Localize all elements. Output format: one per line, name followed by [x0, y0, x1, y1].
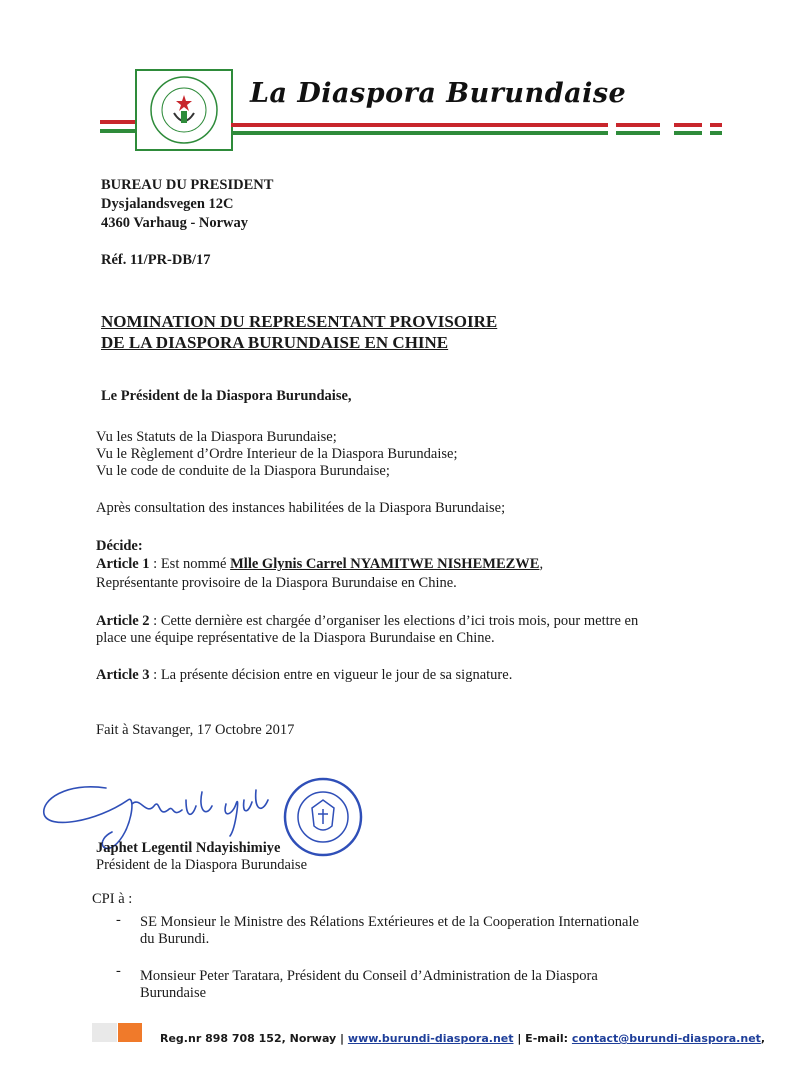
footer-end: ,	[760, 1032, 766, 1045]
sender-street: Dysjalandsvegen 12C	[101, 196, 234, 212]
footer-contact	[160, 1030, 765, 1047]
footer-orange-block	[118, 1023, 142, 1042]
footer-registration: Reg.nr 898 708 152, Norway |	[160, 1032, 348, 1045]
cc-heading: CPI à :	[92, 891, 133, 907]
logo-seal-icon	[137, 71, 231, 149]
consultation-line: Après consultation des instances habilitées de la Diaspora Burundaise;	[96, 500, 506, 516]
article-2	[96, 613, 638, 630]
article-3-text: : La présente décision entre en vigueur le jour de sa signature.	[149, 667, 513, 683]
considerant-code: Vu le code de conduite de la Diaspora Burundaise;	[96, 463, 390, 479]
article-1-comma: ,	[539, 556, 544, 572]
decide-heading: Décide:	[96, 538, 143, 554]
article-1	[96, 556, 543, 573]
cc-recipient-2-line2: Burundaise	[140, 985, 207, 1001]
cc-bullet: -	[116, 963, 121, 979]
article-2-text: : Cette dernière est chargée d’organiser les elections d’ici trois mois, pour mettre en	[149, 613, 639, 629]
cc-bullet: -	[116, 912, 121, 928]
opening-line: Le Président de la Diaspora Burundaise,	[101, 388, 352, 404]
article-1-line2: Représentante provisoire de la Diaspora Burundaise en Chine.	[96, 575, 457, 591]
article-1-text: : Est nommé	[149, 556, 231, 572]
organization-logo	[135, 69, 233, 151]
article-1-label: Article 1	[96, 556, 150, 572]
footer-email-link[interactable]: contact@burundi-diaspora.net	[571, 1032, 761, 1045]
cc-recipient-1-line1: SE Monsieur le Ministre des Rélations Extérieures et de la Cooperation Internationale	[140, 914, 639, 930]
footer-website-link[interactable]: www.burundi-diaspora.net	[347, 1032, 514, 1045]
signatory-title: Président de la Diaspora Burundaise	[96, 857, 308, 873]
sender-city: 4360 Varhaug - Norway	[101, 215, 249, 231]
organization-name: La Diaspora Burundaise	[250, 78, 627, 109]
official-stamp-icon	[282, 776, 364, 858]
appointee-name: Mlle Glynis Carrel NYAMITWE NISHEMEZWE	[230, 556, 540, 572]
document-title-line2: DE LA DIASPORA BURUNDAISE EN CHINE	[101, 333, 449, 352]
footer-email-label: | E-mail:	[513, 1032, 572, 1045]
cc-recipient-1-line2: du Burundi.	[140, 931, 210, 947]
considerant-statuts: Vu les Statuts de la Diaspora Burundaise;	[96, 429, 337, 445]
cc-recipient-2-line1: Monsieur Peter Taratara, Président du Conseil d’Administration de la Diaspora	[140, 968, 598, 984]
sender-office: BUREAU DU PRESIDENT	[101, 177, 274, 193]
considerant-reglement: Vu le Règlement d’Ordre Interieur de la Diaspora Burundaise;	[96, 446, 458, 462]
document-title-line1: NOMINATION DU REPRESENTANT PROVISOIRE	[101, 312, 498, 331]
article-3-label: Article 3	[96, 667, 150, 683]
article-2-label: Article 2	[96, 613, 150, 629]
signatory-name: Japhet Legentil Ndayishimiye	[96, 840, 281, 856]
article-3	[96, 667, 512, 684]
place-and-date: Fait à Stavanger, 17 Octobre 2017	[96, 722, 295, 738]
reference-number: Réf. 11/PR-DB/17	[101, 252, 211, 268]
article-2-line2: place une équipe représentative de la Diaspora Burundaise en Chine.	[96, 630, 495, 646]
footer-gray-block	[92, 1023, 117, 1042]
